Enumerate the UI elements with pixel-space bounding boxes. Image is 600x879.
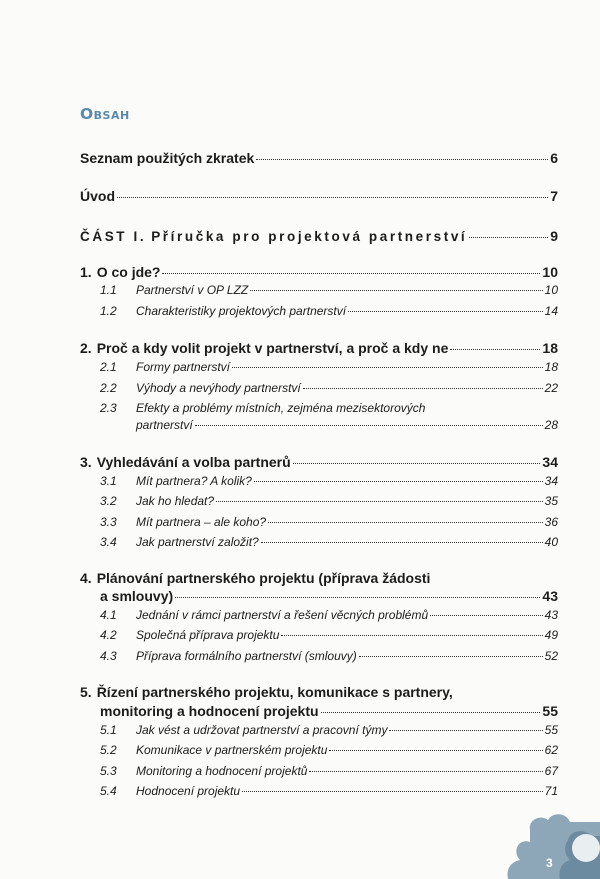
toc-entry-number: 4.1 xyxy=(100,608,117,622)
dot-leader xyxy=(162,273,540,274)
toc-entry-number: ČÁST I. xyxy=(80,229,147,244)
toc-entry-title: Řízení partnerského projektu, komunikace s partnery, xyxy=(96,684,453,700)
dot-leader xyxy=(329,750,542,751)
toc-entry-page: 43 xyxy=(544,608,558,622)
toc-entry-page: 18 xyxy=(542,340,558,356)
toc-entry-chapter-4-line1[interactable] xyxy=(80,568,480,588)
toc-entry-section-5-4[interactable] xyxy=(100,781,558,801)
toc-entry-number: 1.2 xyxy=(100,304,117,318)
toc-entry-title: O co jde? xyxy=(96,264,161,280)
toc-entry-section-2-3[interactable] xyxy=(100,415,558,435)
toc-entry-number: 4.2 xyxy=(100,628,117,642)
toc-entry-chapter-5-line1[interactable] xyxy=(80,682,480,702)
toc-entry-page: 49 xyxy=(544,628,558,642)
toc-entry-page: 52 xyxy=(544,649,558,663)
toc-entry-page: 55 xyxy=(542,703,558,719)
toc-entry-title-continued: a smlouvy) xyxy=(100,588,174,604)
toc-entry-section-1-1[interactable] xyxy=(100,280,558,300)
toc-entry-page: 34 xyxy=(542,454,558,470)
toc-entry-page: 22 xyxy=(544,381,558,395)
toc-entry-number: 1.1 xyxy=(100,283,117,297)
toc-entry-section-5-1[interactable] xyxy=(100,720,558,740)
toc-entry-page: 71 xyxy=(544,784,558,798)
toc-entry-section-3-4[interactable] xyxy=(100,532,558,552)
toc-entry-number: 3. xyxy=(80,454,92,470)
toc-entry-title: Hodnocení projektu xyxy=(136,784,241,798)
toc-entry-chapter-3[interactable] xyxy=(80,452,558,472)
dot-leader xyxy=(359,656,543,657)
dot-leader xyxy=(216,501,543,502)
dot-leader xyxy=(321,712,541,713)
toc-entry-part-1[interactable] xyxy=(80,226,558,246)
toc-entry-title: Mít partnera – ale koho? xyxy=(136,515,267,529)
toc-entry-number: 2.1 xyxy=(100,360,117,374)
toc-entry-title: Seznam použitých zkratek xyxy=(80,150,255,166)
toc-entry-number: 3.2 xyxy=(100,494,117,508)
toc-entry-title: Příprava formálního partnerství (smlouvy) xyxy=(136,649,357,663)
toc-entry-section-3-1[interactable] xyxy=(100,471,558,491)
toc-entry-title: Společná příprava projektu xyxy=(136,628,280,642)
toc-entry-title: Formy partnerství xyxy=(136,360,231,374)
toc-entry-page: 35 xyxy=(544,494,558,508)
toc-entry-title: Jak vést a udržovat partnerství a pracovní týmy xyxy=(136,723,388,737)
toc-entry-section-3-3[interactable] xyxy=(100,512,558,532)
dot-leader xyxy=(242,791,543,792)
toc-entry-page: 67 xyxy=(544,764,558,778)
toc-entry-title: Plánování partnerského projektu (příprava žádosti xyxy=(96,570,431,586)
toc-entry-number: 4. xyxy=(80,570,92,586)
toc-entry-title: Příručka pro projektová partnerství xyxy=(151,229,468,244)
toc-entry-title-continued: monitoring a hodnocení projektu xyxy=(100,703,319,719)
toc-entry-title: Efekty a problémy místních, zejména mezisektorových xyxy=(136,401,426,415)
toc-entry-title: Úvod xyxy=(80,188,115,204)
toc-entry-section-5-3[interactable] xyxy=(100,761,558,781)
dot-leader xyxy=(268,522,543,523)
dot-leader xyxy=(261,542,543,543)
toc-entry-page: 28 xyxy=(544,418,558,432)
toc-entry-page: 9 xyxy=(550,228,558,244)
toc-entry-section-3-2[interactable] xyxy=(100,491,558,511)
toc-entry-title: Komunikace v partnerském projektu xyxy=(136,743,328,757)
dot-leader xyxy=(256,159,548,160)
toc-entry-number: 5.4 xyxy=(100,784,117,798)
toc-entry-chapter-4[interactable] xyxy=(100,586,558,606)
toc-entry-title: Charakteristiky projektových partnerství xyxy=(136,304,347,318)
toc-entry-page: 43 xyxy=(542,588,558,604)
toc-entry-number: 3.3 xyxy=(100,515,117,529)
toc-entry-title: Proč a kdy volit projekt v partnerství, a proč a kdy ne xyxy=(96,340,449,356)
toc-entry-number: 3.1 xyxy=(100,474,117,488)
toc-entry-page: 6 xyxy=(550,150,558,166)
dot-leader xyxy=(117,197,548,198)
dot-leader xyxy=(175,597,540,598)
toc-entry-title: Jednání v rámci partnerství a řešení věcných problémů xyxy=(136,608,429,622)
toc-entry-page: 10 xyxy=(544,283,558,297)
toc-entry-title: Partnerství v OP LZZ xyxy=(136,283,249,297)
dot-leader xyxy=(195,425,543,426)
toc-entry-number: 4.3 xyxy=(100,649,117,663)
toc-entry-section-4-1[interactable] xyxy=(100,605,558,625)
toc-heading: Obsah xyxy=(80,105,130,123)
toc-entry-number: 5. xyxy=(80,684,92,700)
toc-entry-page: 10 xyxy=(542,264,558,280)
dot-leader xyxy=(430,615,543,616)
toc-entry-number: 5.1 xyxy=(100,723,117,737)
toc-entry-number: 2.3 xyxy=(100,401,117,415)
dot-leader xyxy=(303,388,543,389)
toc-entry-page: 14 xyxy=(544,304,558,318)
toc-entry-number: 1. xyxy=(80,264,92,280)
toc-entry-section-2-1[interactable] xyxy=(100,357,558,377)
toc-entry-number: 3.4 xyxy=(100,535,117,549)
toc-entry-number: 2.2 xyxy=(100,381,117,395)
toc-entry-chapter-1[interactable] xyxy=(80,262,558,282)
dot-leader xyxy=(254,481,543,482)
toc-entry-title: Vyhledávání a volba partnerů xyxy=(96,454,291,470)
dot-leader xyxy=(281,635,542,636)
page-number: 3 xyxy=(546,856,553,870)
dot-leader xyxy=(348,311,543,312)
toc-entry-number: 5.3 xyxy=(100,764,117,778)
toc-entry-page: 34 xyxy=(544,474,558,488)
dot-leader xyxy=(389,730,542,731)
toc-entry-section-1-2[interactable] xyxy=(100,301,558,321)
dot-leader xyxy=(293,463,541,464)
toc-entry-title: Výhody a nevýhody partnerství xyxy=(136,381,301,395)
toc-entry-section-2-2[interactable] xyxy=(100,378,558,398)
dot-leader xyxy=(450,349,540,350)
toc-entry-title: Mít partnera? A kolik? xyxy=(136,474,252,488)
toc-entry-page: 55 xyxy=(544,723,558,737)
dot-leader xyxy=(469,237,548,238)
toc-entry-introduction[interactable] xyxy=(80,186,558,206)
toc-entry-title: Jak partnerství založit? xyxy=(136,535,259,549)
toc-entry-abbreviations[interactable] xyxy=(80,148,558,168)
dot-leader xyxy=(309,771,542,772)
toc-entry-title: Jak ho hledat? xyxy=(136,494,215,508)
toc-entry-section-5-2[interactable] xyxy=(100,740,558,760)
toc-entry-page: 7 xyxy=(550,188,558,204)
toc-entry-section-4-3[interactable] xyxy=(100,646,558,666)
toc-entry-section-4-2[interactable] xyxy=(100,625,558,645)
toc-entry-page: 40 xyxy=(544,535,558,549)
toc-entry-chapter-5[interactable] xyxy=(100,701,558,721)
toc-entry-number: 2. xyxy=(80,340,92,356)
toc-entry-page: 18 xyxy=(544,360,558,374)
toc-entry-page: 36 xyxy=(544,515,558,529)
dot-leader xyxy=(232,367,543,368)
toc-entry-page: 62 xyxy=(544,743,558,757)
dot-leader xyxy=(250,290,542,291)
toc-entry-title: Monitoring a hodnocení projektů xyxy=(136,764,308,778)
toc-entry-title-continued: partnerství xyxy=(136,418,193,432)
toc-entry-number: 5.2 xyxy=(100,743,117,757)
toc-entry-chapter-2[interactable] xyxy=(80,338,558,358)
